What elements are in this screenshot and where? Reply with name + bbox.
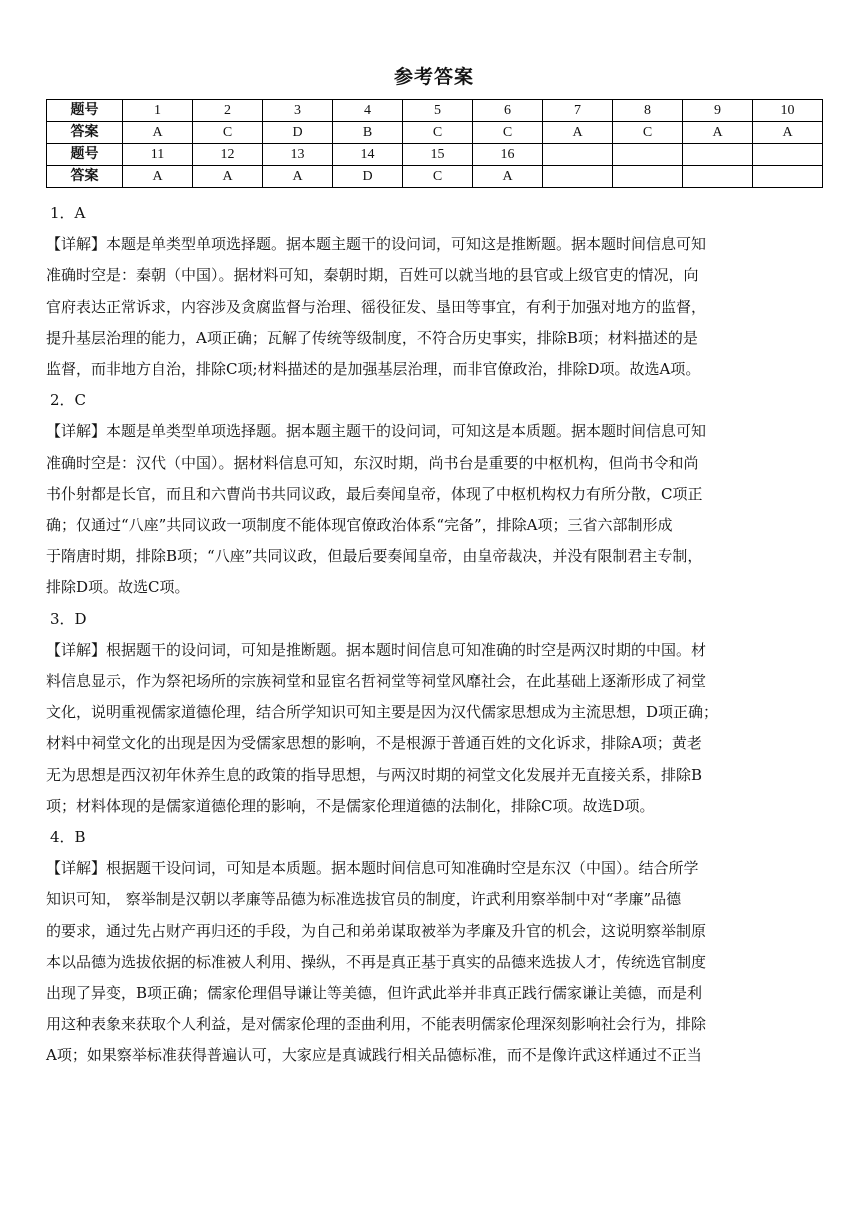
explanation-line: 出现了异变，B项正确；儒家伦理倡导谦让等美德，但许武此举并非真正践行儒家谦让美德，而是利	[46, 984, 703, 1003]
table-cell: 10	[753, 100, 823, 122]
table-cell	[683, 144, 753, 166]
page-title: 参考答案	[393, 66, 474, 88]
table-cell: 9	[683, 100, 753, 122]
question-number: 4．B	[50, 828, 86, 847]
explanation-line: 排除D项。故选C项。	[46, 578, 190, 597]
question-number: 1．A	[50, 204, 86, 222]
table-cell: 4	[333, 100, 403, 122]
table-cell: 8	[613, 100, 683, 122]
explanation-line: 【详解】根据题干设问词，可知是本质题。据本题时间信息可知准确时空是东汉（中国）。结合所学	[46, 859, 699, 878]
table-cell: A	[193, 166, 263, 188]
table-cell: 13	[263, 144, 333, 166]
explanation-line: 提升基层治理的能力，A项正确；瓦解了传统等级制度，不符合历史事实，排除B项；材料描述的是	[46, 328, 698, 347]
table-row	[47, 122, 823, 144]
table-cell: 15	[403, 144, 473, 166]
row-label: 答案	[47, 122, 123, 144]
question-number: 3．D	[50, 609, 87, 628]
table-cell: C	[613, 122, 683, 144]
table-cell: A	[543, 122, 613, 144]
table-cell: 7	[543, 100, 613, 122]
explanation-line: 项；材料体现的是儒家道德伦理的影响，不是儒家伦理道德的法制化，排除C项。故选D项。	[46, 796, 655, 815]
explanation-line: 于隋唐时期，排除B项；“八座”共同议政，但最后要奏闻皇帝，由皇帝裁决，并没有限制君主专制，	[46, 547, 703, 566]
table-cell	[543, 166, 613, 188]
table-row	[47, 100, 823, 122]
table-cell: A	[263, 166, 333, 188]
table-cell: 6	[473, 100, 543, 122]
table-row	[47, 144, 823, 166]
table-cell	[753, 166, 823, 188]
explanation-line: 文化，说明重视儒家道德伦理，结合所学知识可知主要是因为汉代儒家思想成为主流思想，D项正确；	[46, 703, 719, 722]
table-cell: D	[333, 166, 403, 188]
table-cell: C	[193, 122, 263, 144]
table-cell: D	[263, 122, 333, 144]
table-cell: A	[123, 122, 193, 144]
table-cell: A	[683, 122, 753, 144]
table-cell: 12	[193, 144, 263, 166]
explanation-line: 料信息显示，作为祭祀场所的宗族祠堂和显宦名哲祠堂等祠堂风靡社会，在此基础上逐渐形成了祠堂	[46, 672, 707, 691]
explanation-line: 【详解】根据题干的设问词，可知是推断题。据本题时间信息可知准确的时空是两汉时期的中国。材	[46, 640, 707, 659]
table-cell: A	[123, 166, 193, 188]
table-cell: B	[333, 122, 403, 144]
table-cell: A	[753, 122, 823, 144]
explanation-line: 准确时空是：汉代（中国）。据材料信息可知，东汉时期，尚书台是重要的中枢机构，但尚书令和尚	[46, 453, 699, 472]
explanation-line: 【详解】本题是单类型单项选择题。据本题主题干的设问词，可知这是本质题。据本题时间信息可知	[46, 422, 707, 441]
table-cell: 16	[473, 144, 543, 166]
table-cell: 2	[193, 100, 263, 122]
table-cell	[683, 166, 753, 188]
explanation-line: A项；如果察举标准获得普遍认可，大家应是真诚践行相关品德标准，而不是像许武这样通过不正当	[46, 1046, 702, 1065]
explanation-line: 的要求，通过先占财产再归还的手段，为自己和弟弟谋取被举为孝廉及升官的机会，这说明察举制原	[46, 921, 707, 940]
explanation-line: 用这种表象来获取个人利益，是对儒家伦理的歪曲利用，不能表明儒家伦理深刻影响社会行为，排除	[46, 1015, 707, 1034]
table-cell: 11	[123, 144, 193, 166]
explanation-line: 知识可知， 察举制是汉朝以孝廉等品德为标准选拔官员的制度，许武利用察举制中对“孝廉”品德	[46, 890, 682, 909]
explanation-line: 准确时空是：秦朝（中国）。据材料可知，秦朝时期，百姓可以就当地的县官或上级官吏的情况，向	[46, 266, 699, 285]
explanation-line: 官府表达正常诉求，内容涉及贪腐监督与治理、徭役征发、垦田等事宜，有利于加强对地方的监督，	[46, 297, 707, 316]
table-cell	[613, 166, 683, 188]
table-cell: 3	[263, 100, 333, 122]
table-cell	[613, 144, 683, 166]
table-cell: C	[473, 122, 543, 144]
table-cell	[753, 144, 823, 166]
explanation-line: 书仆射都是长官，而且和六曹尚书共同议政，最后奏闻皇帝，体现了中枢机构权力有所分散，C项正	[46, 484, 703, 503]
row-label: 答案	[47, 166, 123, 188]
table-cell: C	[403, 122, 473, 144]
row-label: 题号	[47, 144, 123, 166]
explanations	[46, 198, 826, 1072]
row-label: 题号	[47, 100, 123, 122]
question-number: 2．C	[50, 391, 87, 410]
explanation-line: 无为思想是西汉初年休养生息的政策的指导思想，与两汉时期的祠堂文化发展并无直接关系，排除B	[46, 765, 703, 784]
table-cell: A	[473, 166, 543, 188]
table-row	[47, 166, 823, 188]
table-cell: 14	[333, 144, 403, 166]
explanation-line: 材料中祠堂文化的出现是因为受儒家思想的影响，不是根源于普通百姓的文化诉求，排除A项；黄老	[46, 734, 702, 753]
explanation-line: 确；仅通过“八座”共同议政一项制度不能体现官僚政治体系“完备”，排除A项；三省六部制形成	[46, 516, 673, 535]
table-cell: 5	[403, 100, 473, 122]
table-cell: C	[403, 166, 473, 188]
answer-table	[46, 99, 823, 188]
explanation-line: 【详解】本题是单类型单项选择题。据本题主题干的设问词，可知这是推断题。据本题时间信息可知	[46, 235, 707, 254]
explanation-line: 监督，而非地方自治，排除C项;材料描述的是加强基层治理，而非官僚政治，排除D项。故选A项。	[46, 360, 701, 379]
table-cell	[543, 144, 613, 166]
table-cell: 1	[123, 100, 193, 122]
explanation-line: 本以品德为选拔依据的标准被人利用、操纵，不再是真正基于真实的品德来选拔人才，传统选官制度	[46, 952, 707, 971]
